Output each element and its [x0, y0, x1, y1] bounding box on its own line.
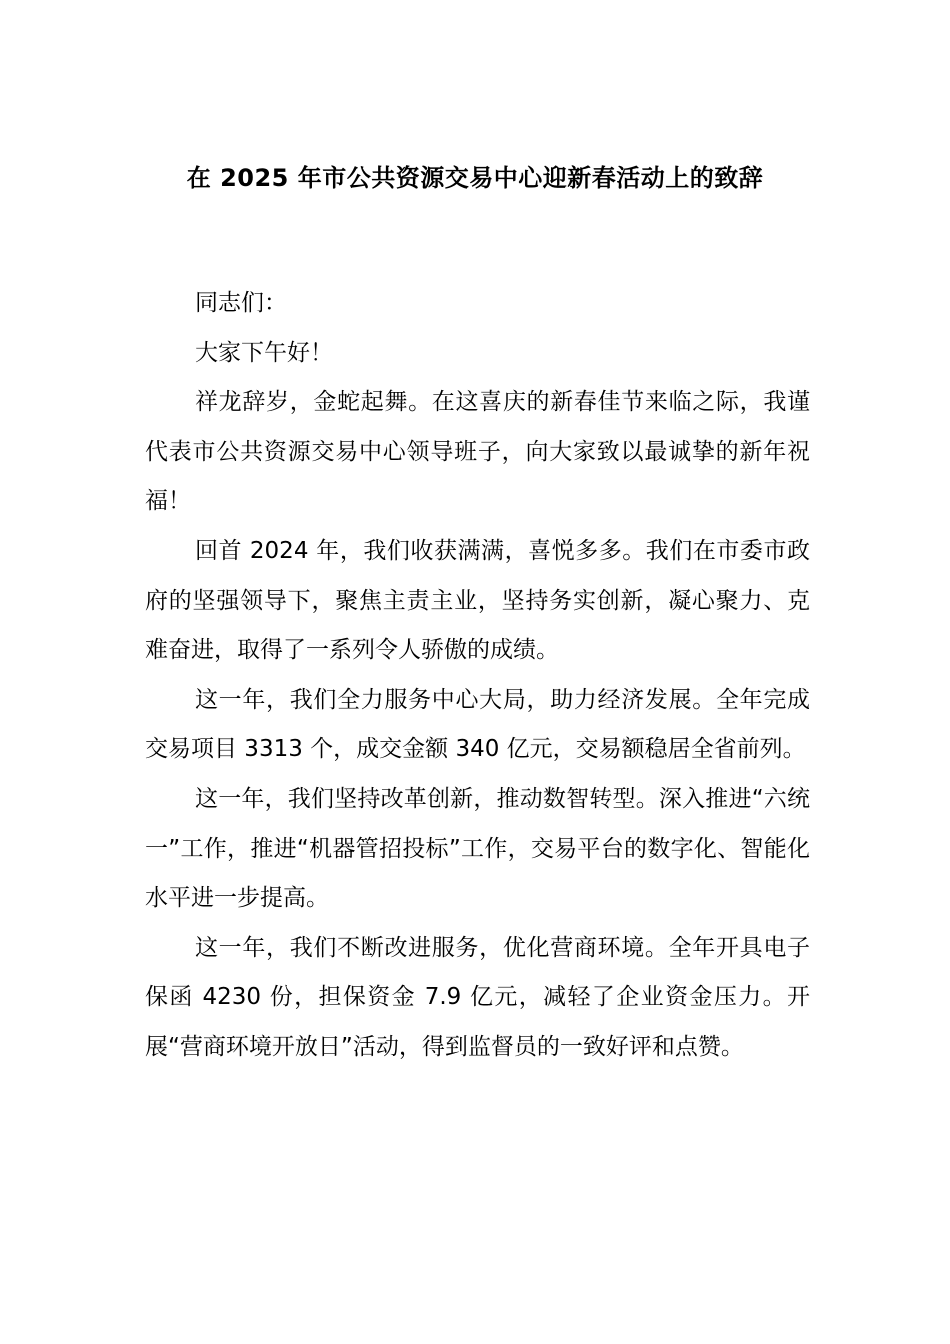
- paragraph-salutation: 同志们：: [195, 290, 287, 316]
- paragraph-review: 回首 2024 年，我们收获满满，喜悦多多。我们在市委市政府的坚强领导下，聚焦主责主业，坚持务实创新，凝心聚力、克难奋进，取得了一系列令人骄傲的成绩。: [145, 537, 810, 664]
- paragraph-achievement-trading: 这一年，我们全力服务中心大局，助力经济发展。全年完成交易项目 3313 个，成交金额 340 亿元，交易额稳居全省前列。: [145, 686, 810, 763]
- paragraph-blessing: 祥龙辞岁，金蛇起舞。在这喜庆的新春佳节来临之际，我谨代表市公共资源交易中心领导班子，向大家致以最诚挚的新年祝福！: [145, 389, 810, 515]
- paragraph-greeting: 大家下午好！: [195, 339, 333, 366]
- document-body: [145, 279, 810, 1073]
- paragraph-achievement-reform: 这一年，我们坚持改革创新，推动数智转型。深入推进“六统一”工作，推进“机器管招投标”工作，交易平台的数字化、智能化水平进一步提高。: [145, 785, 810, 912]
- document-title: 在 2025 年市公共资源交易中心迎新春活动上的致辞: [186, 164, 764, 192]
- paragraph-achievement-service: 这一年，我们不断改进服务，优化营商环境。全年开具电子保函 4230 份，担保资金 7.9 亿元，减轻了企业资金压力。开展“营商环境开放日”活动，得到监督员的一致好评和点赞。: [145, 934, 810, 1060]
